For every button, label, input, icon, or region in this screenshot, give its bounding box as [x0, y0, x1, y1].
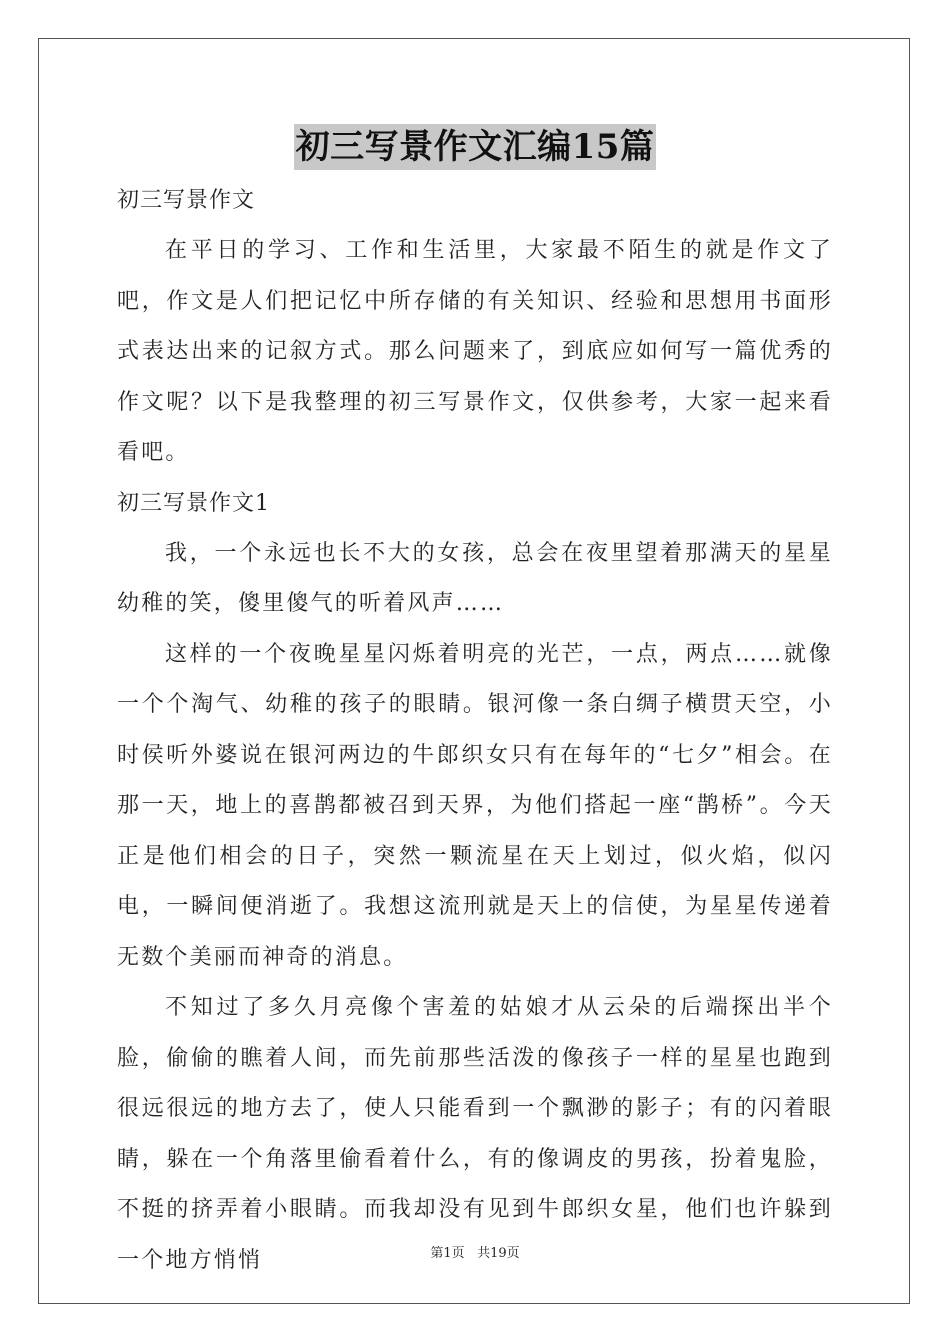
section-heading: 初三写景作文1: [117, 490, 270, 516]
title-container: [0, 124, 950, 170]
section-heading: 初三写景作文: [117, 188, 256, 213]
document-body: [117, 176, 833, 1286]
paragraph: 不知过了多久月亮像个害羞的姑娘才从云朵的后端探出半个脸，偷偷的瞧着人间，而先前那些活泼的像孩子一样的星星也跑到很远很远的地方去了，使人只能看到一个飘渺的影子；有的闪着眼睛，躲在一个角落里偷看着什么，有的像调皮的男孩，扮着鬼脸，不挺的挤弄着小眼睛。而我却没有见到牛郎织女星，他们也许躲到一个地方悄悄: [117, 995, 833, 1273]
paragraph: 这样的一个夜晚星星闪烁着明亮的光芒，一点，两点……就像一个个淘气、幼稚的孩子的眼睛。银河像一条白绸子横贯天空，小时侯听外婆说在银河两边的牛郎织女只有在每年的“七夕”相会。在那一天，地上的喜鹊都被召到天界，为他们搭起一座“鹊桥”。今天正是他们相会的日子，突然一颗流星在天上划过，似火焰，似闪电，一瞬间便消逝了。我想这流刑就是天上的信使，为星星传递着无数个美丽而神奇的消息。: [117, 641, 833, 970]
document-title: 初三写景作文汇编15篇: [294, 124, 657, 170]
paragraph: 我，一个永远也长不大的女孩，总会在夜里望着那满天的星星幼稚的笑，傻里傻气的听着风声……: [117, 540, 833, 616]
page-total: 共19页: [477, 1246, 520, 1261]
paragraph: 在平日的学习、工作和生活里，大家最不陌生的就是作文了吧，作文是人们把记忆中所存储的有关知识、经验和思想用书面形式表达出来的记叙方式。那么问题来了，到底应如何写一篇优秀的作文呢？以下是我整理的初三写景作文，仅供参考，大家一起来看看吧。: [117, 238, 833, 465]
page-number: 第1页: [430, 1246, 465, 1261]
page-footer: [0, 1245, 950, 1263]
